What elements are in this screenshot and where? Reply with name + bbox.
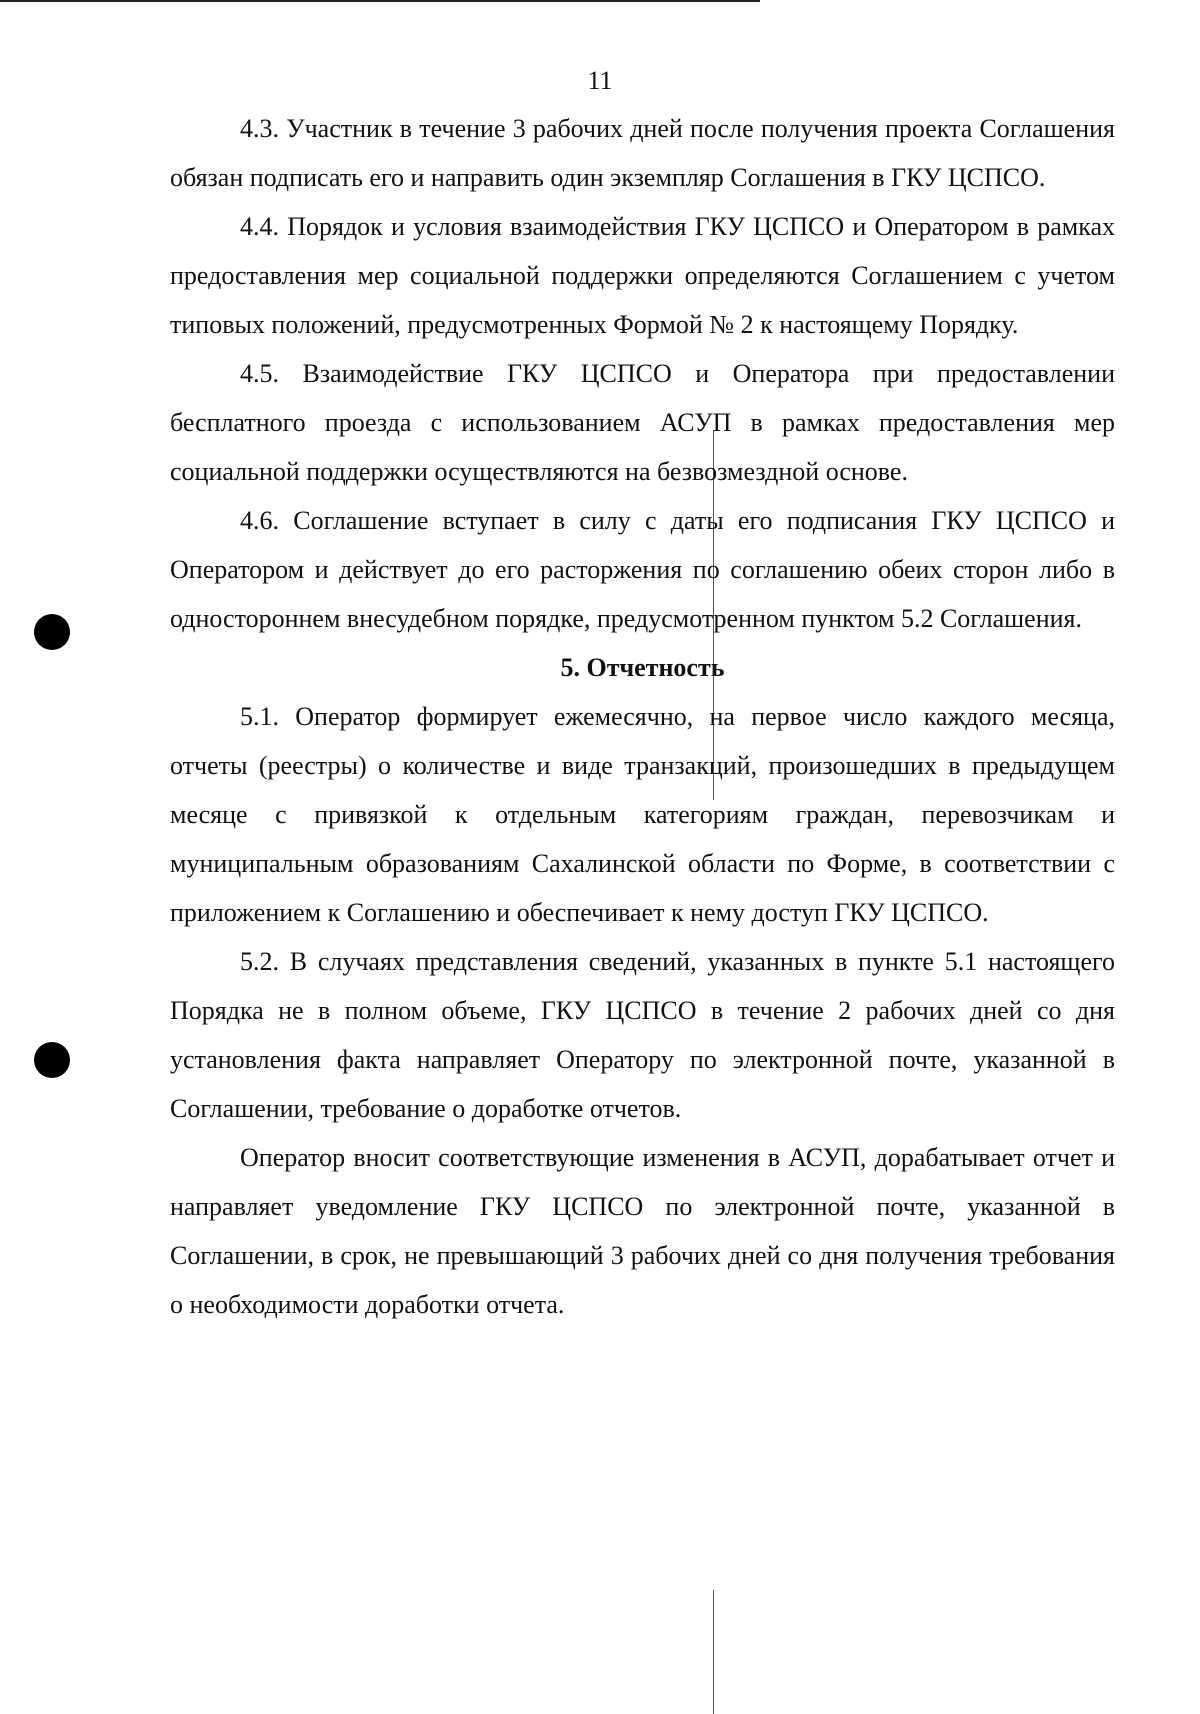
page-number: 11 [587,66,613,95]
paragraph-5-2-continuation: Оператор вносит соответствующие изменения в АСУП, дорабатывает отчет и направляет уведомление ГКУ ЦСПСО по электронной почте, указанной в Соглашении, в срок, не превышающий 3 рабочих дней со дня получения требования о необходимости доработки отчета. [170,1143,1115,1319]
punch-hole-mark [34,1042,70,1078]
paragraph-5-2: 5.2. В случаях представления сведений, указанных в пункте 5.1 настоящего Порядка не в полном объеме, ГКУ ЦСПСО в течение 2 рабочих дней со дня установления факта направляет Оператору по электронной почте, указанной в Соглашении, требование о доработке отчетов. [170,947,1115,1123]
scan-top-rule [0,0,760,2]
paragraph-4-4: 4.4. Порядок и условия взаимодействия ГКУ ЦСПСО и Оператором в рамках предоставления мер социальной поддержки определяются Соглашением с учетом типовых положений, предусмотренных Формой № 2 к настоящему Порядку. [170,212,1115,339]
section-heading-5: 5. Отчетность [560,653,725,682]
scan-fold-line [713,1590,714,1714]
punch-hole-mark [34,614,70,650]
paragraph-4-6: 4.6. Соглашение вступает в силу с даты его подписания ГКУ ЦСПСО и Оператором и действует до его расторжения по соглашению обеих сторон либо в одностороннем внесудебном порядке, предусмотренном пунктом 5.2 Соглашения. [170,506,1115,633]
paragraph-5-1: 5.1. Оператор формирует ежемесячно, на первое число каждого месяца, отчеты (реестры) о количестве и виде транзакций, произошедших в предыдущем месяце с привязкой к отдельным категориям граждан, перевозчикам и муниципальным образованиям Сахалинской области по Форме, в соответствии с приложением к Соглашению и обеспечивает к нему доступ ГКУ ЦСПСО. [170,702,1115,927]
paragraph-4-5: 4.5. Взаимодействие ГКУ ЦСПСО и Оператора при предоставлении бесплатного проезда с использованием АСУП в рамках предоставления мер социальной поддержки осуществляются на безвозмездной основе. [170,359,1115,486]
document-body [170,104,1115,1329]
paragraph-4-3: 4.3. Участник в течение 3 рабочих дней после получения проекта Соглашения обязан подписать его и направить один экземпляр Соглашения в ГКУ ЦСПСО. [170,114,1115,192]
